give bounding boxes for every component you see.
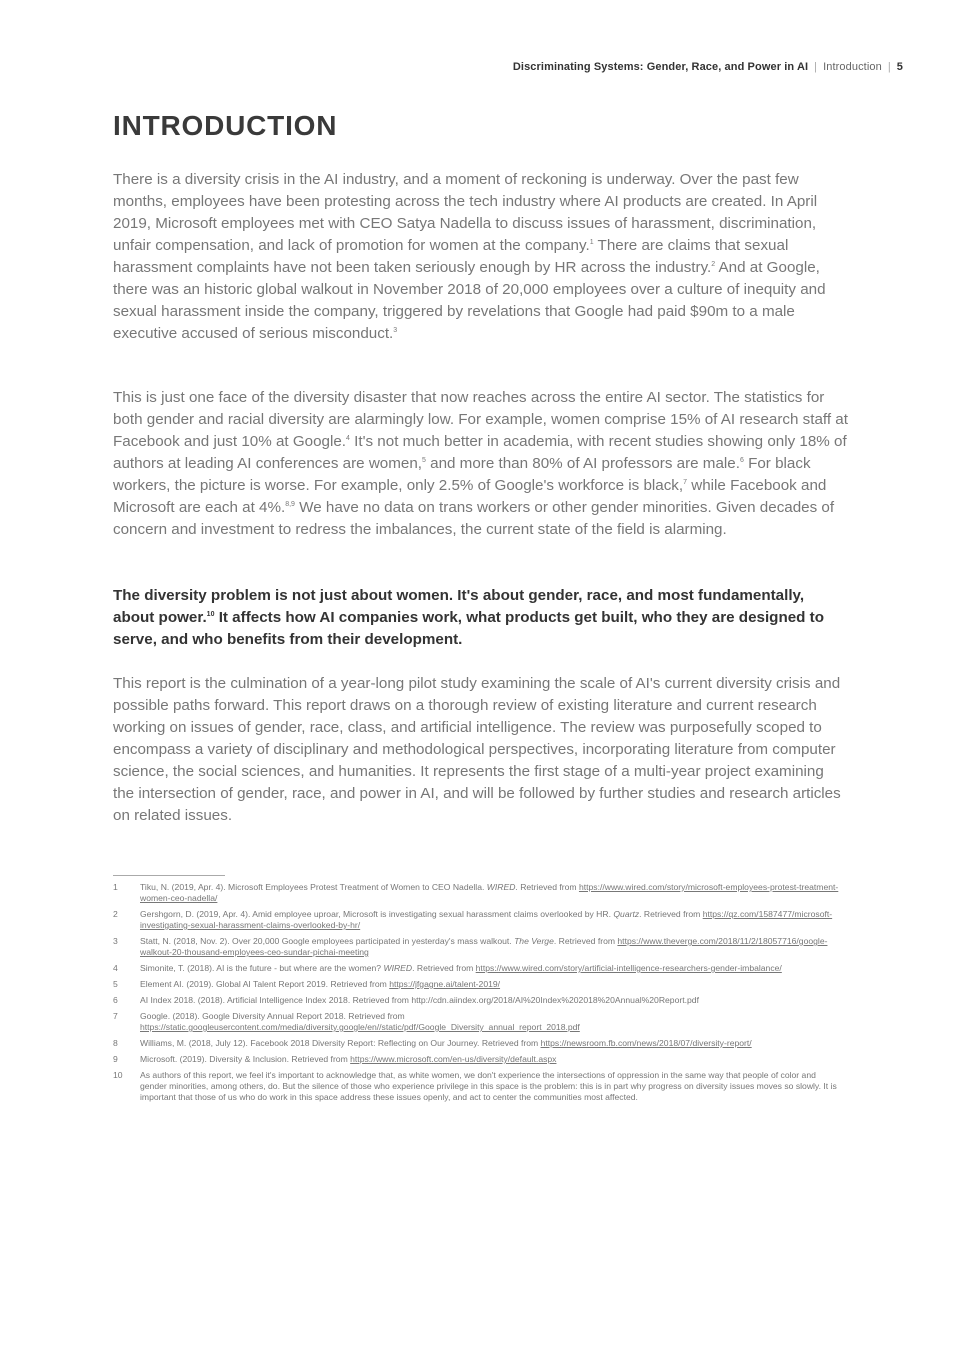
- footnote-ref[interactable]: 8,9: [285, 500, 295, 508]
- footnote-number: 4: [113, 963, 118, 973]
- page-number: 5: [896, 61, 903, 73]
- paragraph-text: We have no data on trans workers or other gender minorities. Given decades of concern and investment to redress the imbalances, the current state of the field is alarming.: [113, 499, 835, 538]
- paragraph-4: [113, 673, 849, 827]
- footnote: 4 Simonite, T. (2018). AI is the future - but where are the women? WIRED. Retrieved from https://www.wired.com/story/artificial-intelligence-researchers-gender-imbalance/: [113, 963, 782, 973]
- reference-link[interactable]: https://www.wired.com/story/artificial-intelligence-researchers-gender-imbalance/: [475, 963, 782, 973]
- footnote-number: 3: [113, 936, 118, 946]
- paragraph-1: [113, 169, 849, 345]
- reference-link[interactable]: https://www.wired.com/story/microsoft-employees-protest-treatment-women-ceo-nadella/: [140, 882, 839, 903]
- key-statement: [113, 585, 849, 651]
- footnote-divider: [113, 875, 225, 876]
- paragraph-text: while Facebook and Microsoft are each at 4%.: [113, 477, 827, 516]
- footnote-ref[interactable]: 4: [346, 434, 350, 442]
- footnote-number: 2: [113, 909, 118, 919]
- paragraph-text: It affects how AI companies work, what products get built, who they are designed to serve, and who benefits from their development.: [113, 609, 825, 648]
- footnote: 3 Statt, N. (2018, Nov. 2). Over 20,000 Google employees participated in yesterday's mass walkout. The Verge. Retrieved from https://www.theverge.com/2018/11/2/18057716/google-walkout-20-thousand-employees-ceo-sundar-pichai-meeting: [113, 936, 828, 957]
- paragraph-text: It's not much better in academia, with recent studies showing only 18% of authors at leading AI conferences are women,: [113, 433, 847, 472]
- paragraph-text: There are claims that sexual harassment complaints have not been taken seriously enough by HR across the industry.: [113, 237, 789, 276]
- paragraph-text: This report is the culmination of a year-long pilot study examining the scale of AI's current diversity crisis and possible paths forward. This report draws on a thorough review of existing literature and current research working on issues of gender, race, class, and artificial intelligence. The review was purposefully scoped to encompass a variety of disciplinary and methodological perspectives, incorporating literature from computer science, the social sciences, and humanities. It represents the first stage of a multi-year project examining the intersection of gender, race, and power in AI, and will be followed by further studies and research articles on related issues.: [113, 675, 841, 824]
- footnote-ref[interactable]: 3: [393, 326, 398, 334]
- footnote-number: 10: [113, 1070, 123, 1080]
- footnote: 1 Tiku, N. (2019, Apr. 4). Microsoft Employees Protest Treatment of Women to CEO Nadella. WIRED. Retrieved from https://www.wired.com/story/microsoft-employees-protest-treatment-women-ceo-nadella/: [113, 882, 839, 903]
- reference-link[interactable]: https://newsroom.fb.com/news/2018/07/diversity-report/: [540, 1038, 752, 1048]
- paragraph-text: The diversity problem is not just about women. It's about gender, race, and most fundamentally, about power.: [113, 587, 805, 626]
- footnote: 8 Williams, M. (2018, July 12). Facebook 2018 Diversity Report: Reflecting on Our Journey. Retrieved from https://newsroom.fb.com/news/2018/07/diversity-report/: [113, 1038, 752, 1048]
- footnote-ref[interactable]: 1: [589, 238, 594, 246]
- reference-link[interactable]: https://qz.com/1587477/microsoft-investigating-sexual-harassment-claims-overlooked-by-hr/: [140, 909, 833, 930]
- running-header: [513, 61, 903, 73]
- footnote-number: 5: [113, 979, 118, 989]
- paragraph-text: And at Google, there was an historic global walkout in November 2018 of 20,000 employees over a culture of inequity and sexual harassment inside the company, triggered by revelations that Google had paid $90m to a male executive accused of serious misconduct.: [113, 259, 826, 342]
- footnote: 6 AI Index 2018. (2018). Artificial Intelligence Index 2018. Retrieved from http://cdn.aiindex.org/2018/AI%20Index%202018%20Annual%20Report.pdf: [113, 995, 699, 1005]
- reference-link[interactable]: https://www.microsoft.com/en-us/diversity/default.aspx: [350, 1054, 557, 1064]
- section-heading: INTRODUCTION: [113, 110, 338, 141]
- footnote-ref[interactable]: 5: [422, 456, 426, 464]
- paragraph-text: There is a diversity crisis in the AI industry, and a moment of reckoning is underway. Over the past few months, employees have been protesting across the tech industry where AI products are created. In April 2019, Microsoft employees met with CEO Satya Nadella to discuss issues of harassment, discrimination, unfair compensation, and lack of promotion for women at the company.: [113, 171, 818, 254]
- footnote-ref[interactable]: 6: [739, 456, 744, 464]
- reference-link[interactable]: https://static.googleusercontent.com/media/diversity.google/en//static/pdf/Google_Diversity_annual_report_2018.pdf: [140, 1022, 580, 1032]
- footnote: 10 As authors of this report, we feel it's important to acknowledge that, as white women, we don't experience the intersections of oppression in the same way that people of color and gender minorities, among others, do. But the silence of those who experience privilege in this space is the problem: this is in part why progress on diversity issues moves so slowly. It is important that those of us who do work in this space address these issues openly, and act to center the communities most affected.: [113, 1070, 837, 1102]
- footnote: 2 Gershgorn, D. (2019, Apr. 4). Amid employee uproar, Microsoft is investigating sexual harassment claims overlooked by HR. Quartz. Retrieved from https://qz.com/1587477/microsoft-investigating-sexual-harassment-claims-overlooked-by-hr/: [113, 909, 833, 930]
- paragraph-2: [113, 387, 849, 541]
- header-separator: |: [814, 61, 818, 73]
- header-separator: |: [887, 61, 891, 73]
- footnote-ref[interactable]: 10: [206, 610, 215, 618]
- footnotes: [113, 882, 843, 1108]
- report-title: Discriminating Systems: Gender, Race, and Power in AI: [512, 61, 809, 73]
- footnote-number: 6: [113, 995, 118, 1005]
- footnote-number: 1: [113, 882, 118, 892]
- footnote: 9 Microsoft. (2019). Diversity & Inclusion. Retrieved from https://www.microsoft.com/en-us/diversity/default.aspx: [113, 1054, 557, 1064]
- reference-link[interactable]: https://www.theverge.com/2018/11/2/18057716/google-walkout-20-thousand-employees-ceo-sundar-pichai-meeting: [140, 936, 828, 957]
- footnote: 5 Element AI. (2019). Global AI Talent Report 2019. Retrieved from https://jfgagne.ai/talent-2019/: [113, 979, 501, 989]
- footnote-ref[interactable]: 7: [683, 478, 688, 486]
- footnote-number: 7: [113, 1011, 118, 1021]
- reference-link[interactable]: https://jfgagne.ai/talent-2019/: [389, 979, 501, 989]
- footnote-number: 8: [113, 1038, 118, 1048]
- paragraph-text: For black workers, the picture is worse. For example, only 2.5% of Google's workforce is black,: [113, 455, 811, 494]
- paragraph-text: This is just one face of the diversity disaster that now reaches across the entire AI sector. The statistics for both gender and racial diversity are alarmingly low. For example, women comprise 15% of AI research staff at Facebook and just 10% at Google.: [113, 389, 848, 450]
- footnote: 7 Google. (2018). Google Diversity Annual Report 2018. Retrieved from https://static.googleusercontent.com/media/diversity.google/en//static/pdf/Google_Diversity_annual_report_2018.pdf: [113, 1011, 580, 1032]
- footnote-ref[interactable]: 2: [711, 260, 716, 268]
- footnote-number: 9: [113, 1054, 118, 1064]
- section-name: Introduction: [823, 61, 882, 73]
- paragraph-text: and more than 80% of AI professors are male.: [425, 455, 740, 472]
